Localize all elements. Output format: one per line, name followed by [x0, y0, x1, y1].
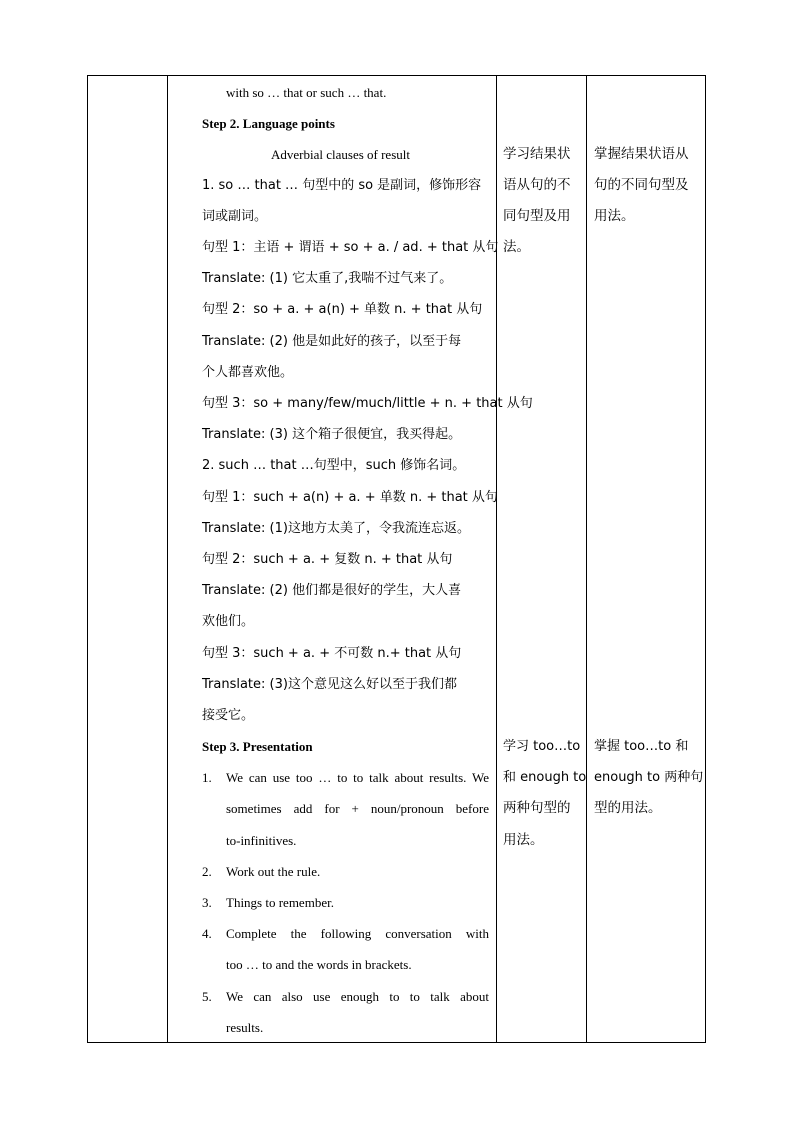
line: Translate: (3) 这个箱子很便宜，我买得起。	[202, 427, 462, 442]
line: 句型 1：主语 + 谓语 + so + a. / ad. + that 从句	[202, 240, 499, 255]
line: 句型 3：so + many/few/much/little + n. + that 从句	[202, 396, 533, 411]
table-border-right	[705, 75, 706, 1043]
line: Translate: (2) 他们都是很好的学生，大人喜	[202, 583, 462, 598]
col4-block2-line: 掌握 too…to 和	[594, 739, 689, 754]
col3-block1-line: 学习结果状	[503, 146, 571, 162]
col4-block1-line: 句的不同句型及	[594, 177, 689, 193]
list-item-line: to-infinitives.	[226, 833, 297, 848]
col3-block1-line: 同句型及用	[503, 208, 571, 224]
column-divider-3	[586, 75, 587, 1043]
line: 个人都喜欢他。	[202, 365, 294, 380]
col3-block1-line: 语从句的不	[503, 177, 571, 193]
list-item-line: We can use too … to to talk about results. We	[226, 770, 489, 785]
list-item-number: 2.	[202, 864, 212, 879]
line: 欢他们。	[202, 614, 255, 629]
step2-title: Step 2. Language points	[202, 116, 335, 131]
list-item-line: Work out the rule.	[226, 864, 321, 879]
list-item-line: We can also use enough to to talk about	[226, 989, 489, 1004]
column-divider-2	[496, 75, 497, 1043]
col4-block2-line: 型的用法。	[594, 800, 662, 816]
col4-block1-line: 用法。	[594, 208, 635, 224]
table-border-left	[87, 75, 88, 1043]
line: Translate: (1) 它太重了,我喘不过气来了。	[202, 271, 453, 286]
line: 句型 2：such + a. + 复数 n. + that 从句	[202, 552, 453, 567]
list-item-line: Complete the following conversation with	[226, 926, 489, 941]
col3-block2-line: 学习 too…to	[503, 739, 581, 754]
list-item-line: Things to remember.	[226, 895, 334, 910]
line: 句型 2：so + a. + a(n) + 单数 n. + that 从句	[202, 302, 483, 317]
col3-block1-line: 法。	[503, 239, 530, 255]
line: Translate: (2) 他是如此好的孩子，以至于每	[202, 334, 462, 349]
col3-block2-line: 用法。	[503, 832, 544, 848]
line: 接受它。	[202, 708, 255, 723]
col4-block2-line: enough to 两种句	[594, 770, 704, 785]
col3-block2-line: 和 enough to	[503, 770, 587, 785]
line: Translate: (1)这地方太美了，令我流连忘返。	[202, 521, 470, 536]
line: 词或副词。	[202, 209, 268, 224]
table-border-top	[87, 75, 706, 76]
step2-subtitle: Adverbial clauses of result	[271, 147, 410, 162]
line: 句型 1：such + a(n) + a. + 单数 n. + that 从句	[202, 490, 498, 505]
list-item-line: sometimes add for + noun/pronoun before	[226, 801, 489, 816]
col3-block2-line: 两种句型的	[503, 800, 571, 816]
list-item-number: 5.	[202, 989, 212, 1004]
line: Translate: (3)这个意见这么好以至于我们都	[202, 677, 457, 692]
list-item-line: results.	[226, 1020, 264, 1035]
list-item-number: 1.	[202, 770, 212, 785]
line: 1. so … that … 句型中的 so 是副词，修饰形容	[202, 178, 482, 193]
step3-title: Step 3. Presentation	[202, 739, 313, 754]
intro-tail-text: with so … that or such … that.	[226, 85, 387, 100]
col4-block1-line: 掌握结果状语从	[594, 146, 689, 162]
line: 2. such … that …句型中，such 修饰名词。	[202, 458, 466, 473]
list-item-line: too … to and the words in brackets.	[226, 957, 412, 972]
list-item-number: 4.	[202, 926, 212, 941]
list-item-number: 3.	[202, 895, 212, 910]
line: 句型 3：such + a. + 不可数 n.+ that 从句	[202, 646, 462, 661]
column-divider-1	[167, 75, 168, 1043]
